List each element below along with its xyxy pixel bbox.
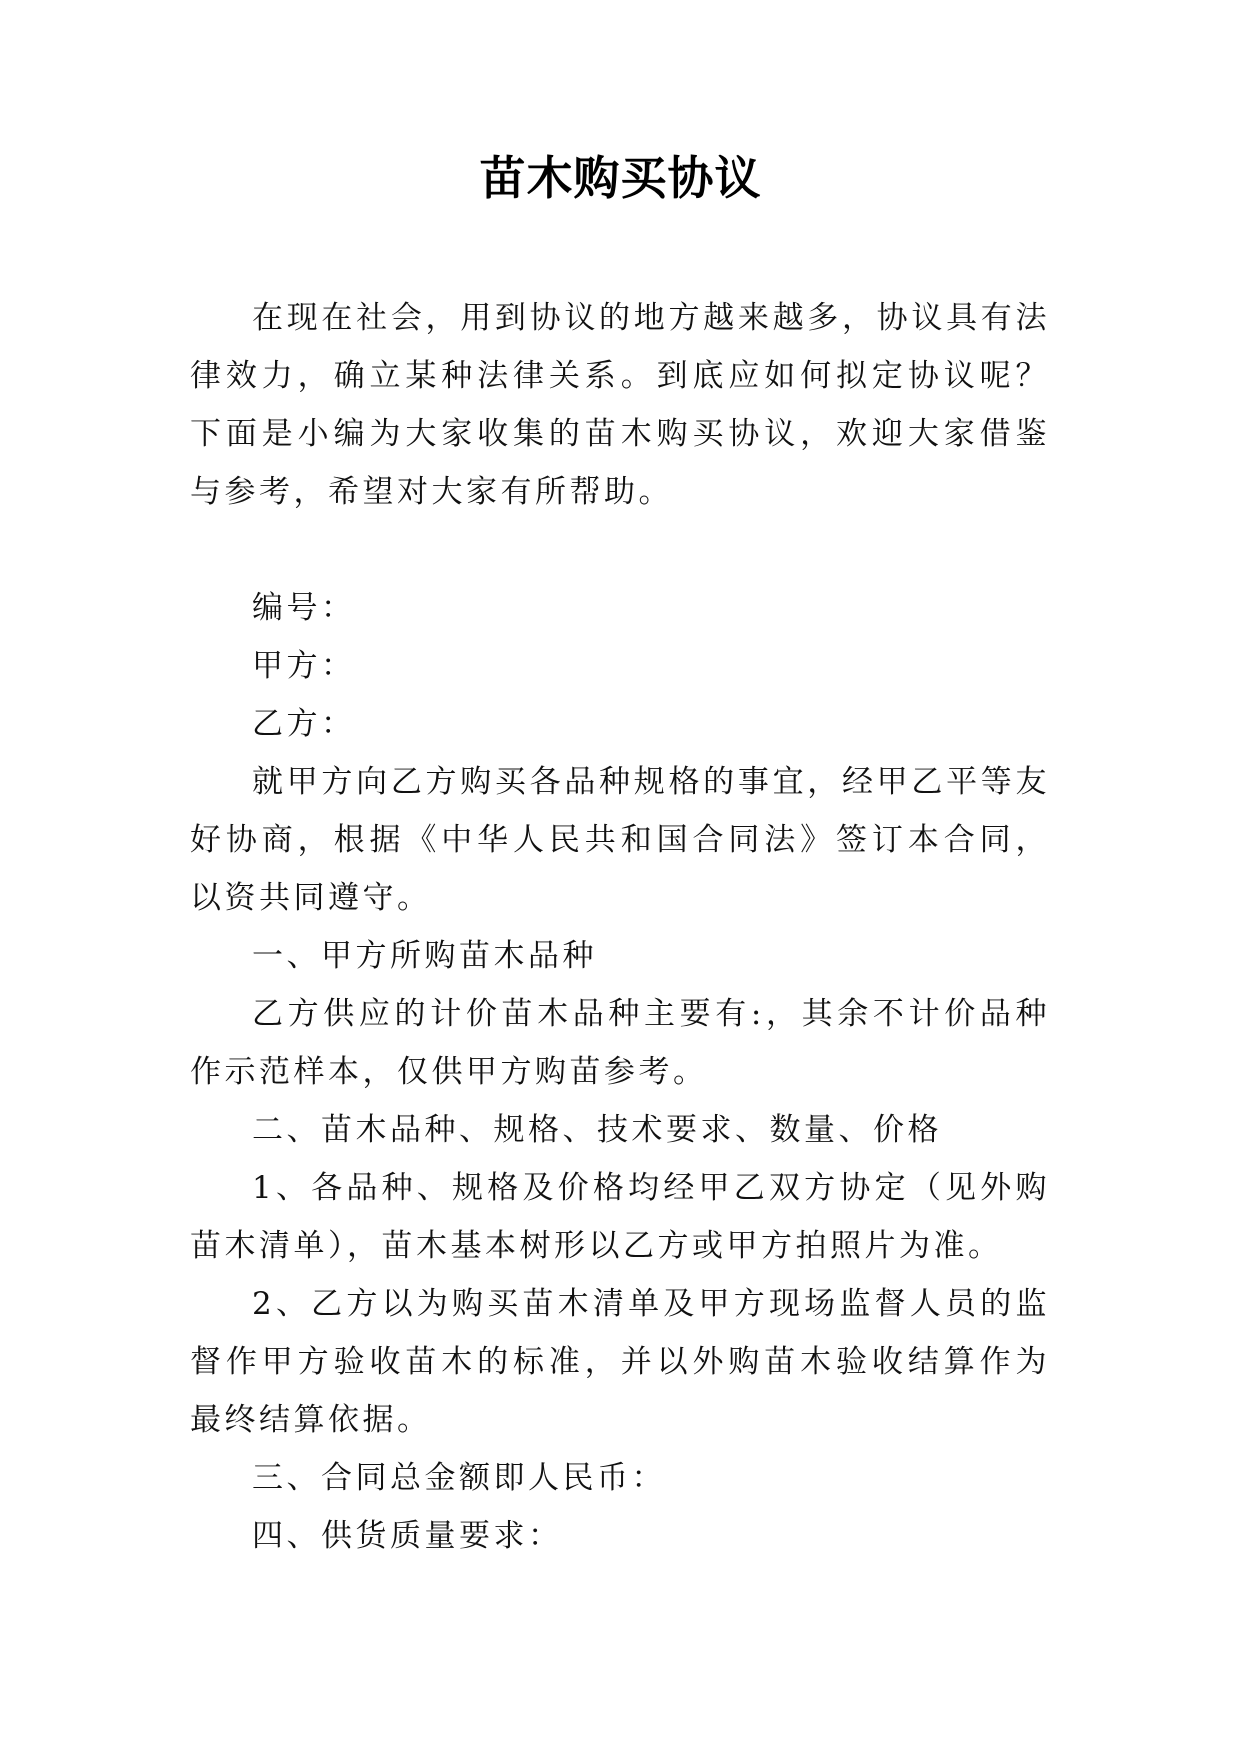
party-a-label: 甲方： [252, 648, 356, 684]
paragraph-spacer [190, 521, 1050, 579]
section-heading-2: 二、苗木品种、规格、技术要求、数量、价格 [252, 1112, 942, 1148]
section-1-paragraph: 乙方供应的计价苗木品种主要有:，其余不计价品种作示范样本，仅供甲方购苗参考。 [190, 996, 1050, 1090]
section-heading-3: 三、合同总金额即人民币： [252, 1460, 666, 1496]
party-b-label: 乙方： [252, 706, 356, 742]
section-heading-1: 一、甲方所购苗木品种 [252, 938, 597, 974]
contract-number-label: 编号： [252, 590, 356, 626]
section-heading-4: 四、供货质量要求： [252, 1518, 563, 1554]
section-2-item-1: 1、各品种、规格及价格均经甲乙双方协定（见外购苗木清单），苗木基本树形以乙方或甲方拍照片为准。 [190, 1170, 1050, 1264]
preamble-paragraph: 就甲方向乙方购买各品种规格的事宜，经甲乙平等友好协商，根据《中华人民共和国合同法》签订本合同，以资共同遵守。 [190, 764, 1050, 916]
document-body [190, 289, 1050, 1565]
intro-paragraph: 在现在社会，用到协议的地方越来越多，协议具有法律效力，确立某种法律关系。到底应如何拟定协议呢？下面是小编为大家收集的苗木购买协议，欢迎大家借鉴与参考，希望对大家有所帮助。 [190, 300, 1050, 510]
document-title: 苗木购买协议 [479, 151, 762, 205]
section-2-item-2: 2、乙方以为购买苗木清单及甲方现场监督人员的监督作甲方验收苗木的标准，并以外购苗木验收结算作为最终结算依据。 [190, 1286, 1050, 1438]
